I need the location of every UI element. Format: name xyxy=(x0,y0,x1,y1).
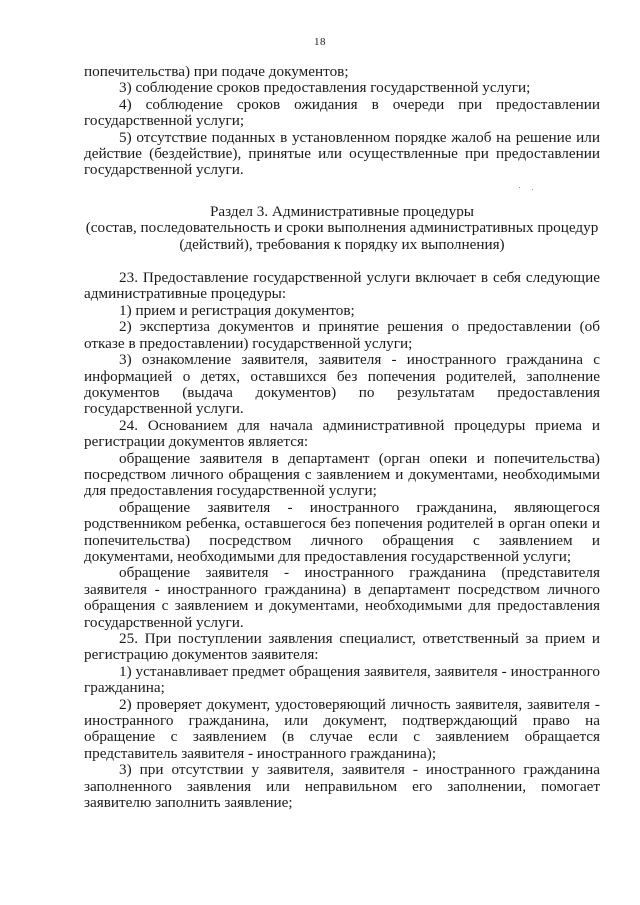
paragraph: 3) при отсутствии у заявителя, заявителя - иностранного гражданина заполненного заявления или неправильном его заполнении, помогает заявителю заполнить заявление; xyxy=(84,761,600,812)
page-number: 18 xyxy=(314,36,326,48)
paragraph: 23. Предоставление государственной услуги включает в себя следующие административные процедуры: xyxy=(84,269,600,303)
paragraph: 2) экспертиза документов и принятие решения о предоставлении (об отказе в предоставлении) государственной услуги; xyxy=(84,318,600,352)
scan-speck xyxy=(519,187,520,188)
paragraph: обращение заявителя - иностранного гражданина (представителя заявителя - иностранного гражданина) в департамент посредством личного обращения с заявлением и документами, необходимыми для предоставления государственной услуги. xyxy=(84,564,600,631)
paragraph: попечительства) при подаче документов; xyxy=(84,63,349,80)
paragraph: обращение заявителя - иностранного гражданина, являющегося родственником ребенка, оставшегося без попечения родителей в орган опеки и попечительства) посредством личного обращения с заявлением и документами, необходимыми для предоставления государственной услуги; xyxy=(84,498,600,565)
paragraph: 2) проверяет документ, удостоверяющий личность заявителя, заявителя - иностранного гражданина, или документ, подтверждающий право на обращение с заявлением (в случае если с заявлением обращается представитель заявителя - иностранного гражданина); xyxy=(84,695,600,762)
paragraph: 3) соблюдение сроков предоставления государственной услуги; xyxy=(119,79,531,97)
paragraph: 1) устанавливает предмет обращения заявителя, заявителя - иностранного гражданина; xyxy=(84,662,600,697)
spacer xyxy=(84,253,600,270)
paragraph: 4) соблюдение сроков ожидания в очереди при предоставлении государственной услуги; xyxy=(84,95,600,130)
paragraph: обращение заявителя в департамент (орган опеки и попечительства) посредством личного обращения с заявлением и документами, необходимыми для предоставления государственной услуги; xyxy=(84,449,600,500)
section-title: Раздел 3. Административные процедуры xyxy=(209,202,475,220)
section-subtitle: (состав, последовательность и сроки выполнения административных процедур (действий), требования к порядку их выполнения) xyxy=(85,219,599,253)
scan-speck xyxy=(532,189,533,190)
document-text xyxy=(84,64,600,811)
paragraph: 3) ознакомление заявителя, заявителя - иностранного гражданина с информацией о детях, оставшихся без попечения родителей, заполнение документов (выдача документов) по результатам предоставления государственной услуги. xyxy=(84,351,600,418)
spacer xyxy=(84,179,600,204)
paragraph: 5) отсутствие поданных в установленном порядке жалоб на решение или действие (бездействие), принятые или осуществленные при предоставлении государственной услуги. xyxy=(84,128,600,179)
paragraph: 25. При поступлении заявления специалист, ответственный за прием и регистрацию документов заявителя: xyxy=(84,630,600,664)
paragraph: 1) прием и регистрация документов; xyxy=(119,301,355,319)
paragraph: 24. Основанием для начала административной процедуры приема и регистрации документов является: xyxy=(84,416,600,451)
